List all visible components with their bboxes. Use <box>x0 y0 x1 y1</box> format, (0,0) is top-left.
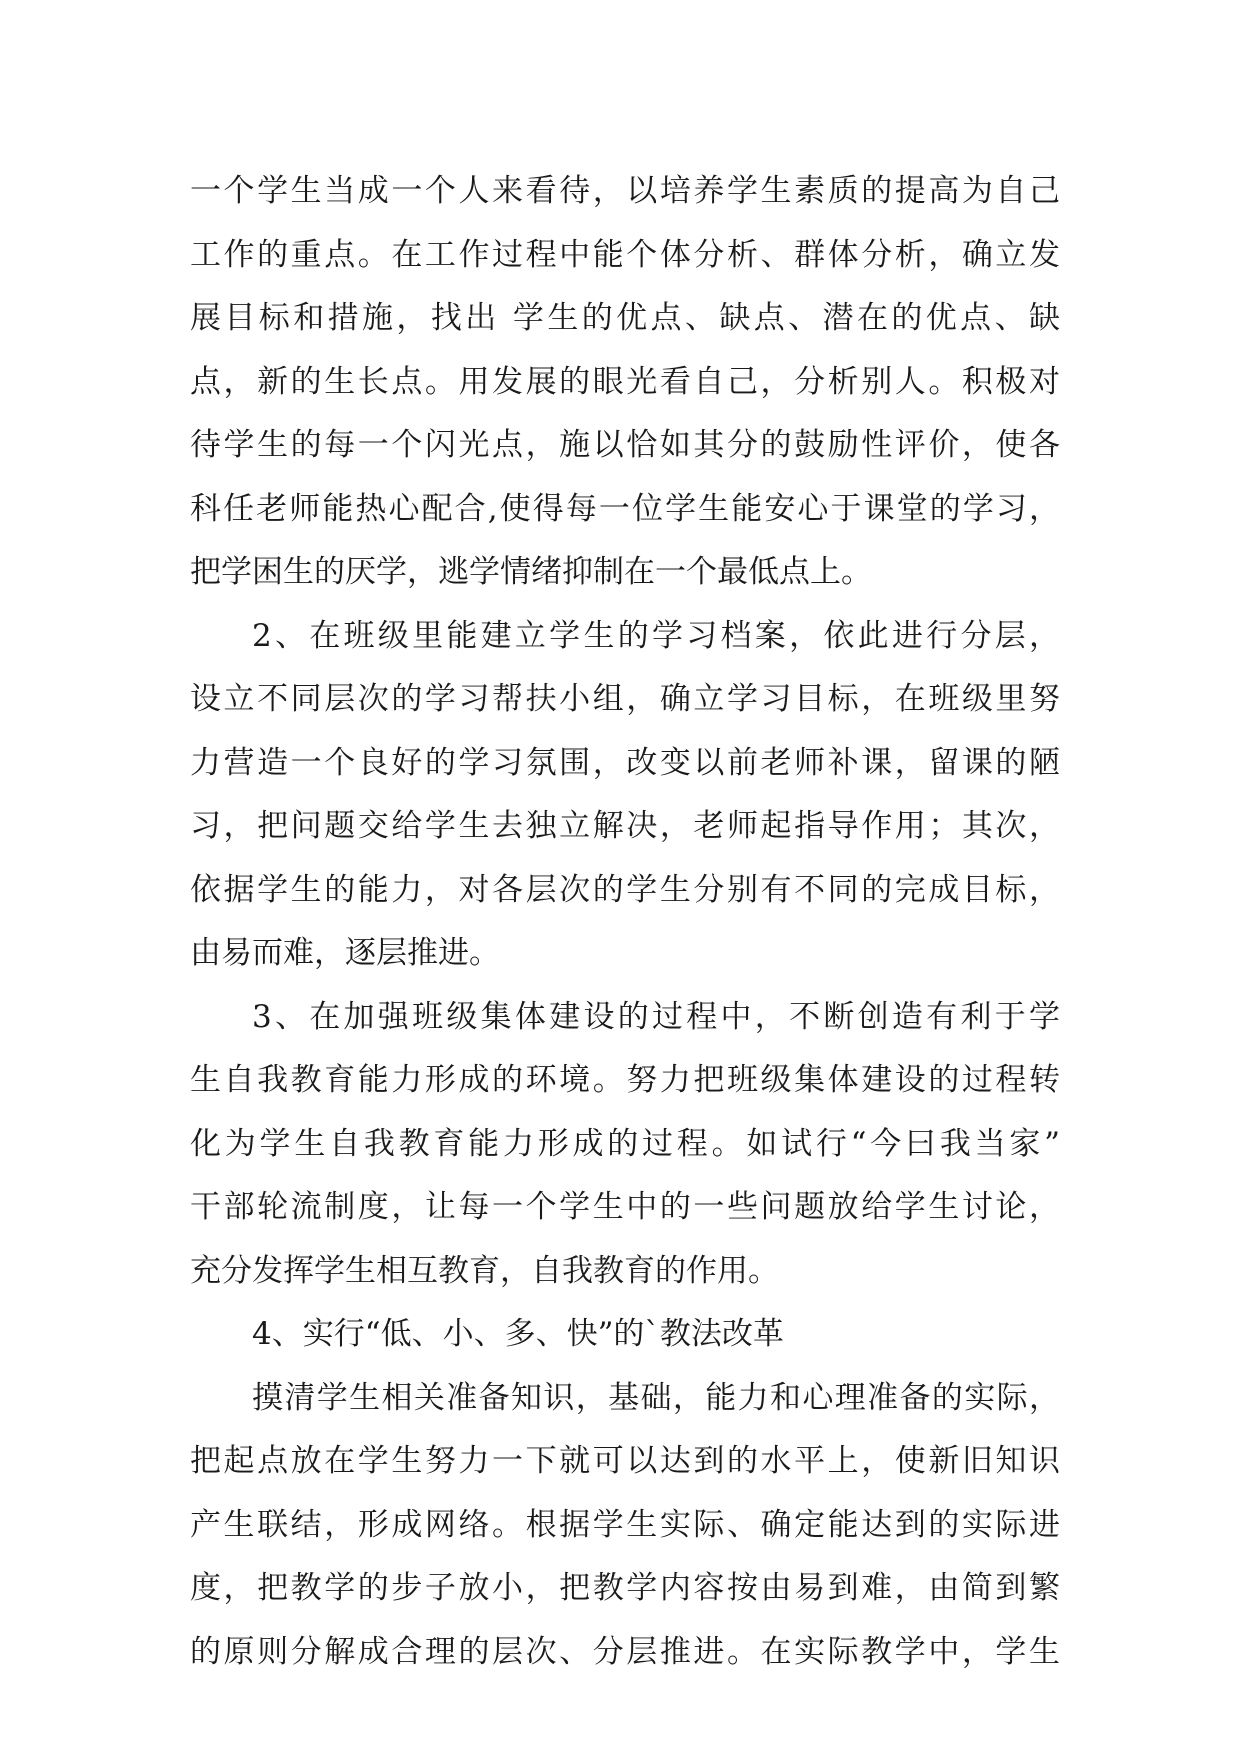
text-line-8: 2、在班级里能建立学生的学习档案，依此进行分层， <box>252 617 1060 654</box>
text-line-1: 一个学生当成一个人来看待，以培养学生素质的提高为自己 <box>190 173 1060 209</box>
text-line-3: 展目标和措施，找出 学生的优点、缺点、潜在的优点、缺 <box>190 300 1060 336</box>
text-line-16: 化为学生自我教育能力形成的过程。如试行“今曰我当家” <box>190 1125 1060 1162</box>
text-line-24: 的原则分解成合理的层次、分层推进。在实际教学中，学生 <box>190 1633 1060 1670</box>
text-line-10: 力营造一个良好的学习氛围，改变以前老师补课，留课的陋 <box>190 744 1060 781</box>
text-line-11: 习，把问题交给学生去独立解决，老师起指导作用；其次， <box>190 808 1060 844</box>
text-line-17: 干部轮流制度，让每一个学生中的一些问题放给学生讨论， <box>190 1189 1060 1225</box>
text-line-20: 摸清学生相关准备知识，基础，能力和心理准备的实际， <box>252 1379 1060 1416</box>
document-body <box>190 160 1060 1684</box>
text-line-9: 设立不同层次的学习帮扶小组，确立学习目标，在班级里努 <box>190 681 1060 717</box>
text-line-12: 依据学生的能力，对各层次的学生分别有不同的完成目标， <box>190 871 1060 908</box>
text-line-4: 点，新的生长点。用发展的眼光看自己，分析别人。积极对 <box>190 363 1060 400</box>
text-line-22: 产生联结，形成网络。根据学生实际、确定能达到的实际进 <box>190 1506 1060 1543</box>
text-line-19: 4、实行“低、小、多、快”的`教法改革 <box>252 1316 784 1352</box>
text-line-23: 度，把教学的步子放小，把教学内容按由易到难，由简到繁 <box>190 1570 1060 1606</box>
text-line-5: 待学生的每一个闪光点，施以恰如其分的鼓励性评价，使各 <box>190 427 1060 463</box>
text-line-2: 工作的重点。在工作过程中能个体分析、群体分析，确立发 <box>190 236 1060 273</box>
text-line-18: 充分发挥学生相互教育，自我教育的作用。 <box>190 1252 779 1289</box>
text-line-21: 把起点放在学生努力一下就可以达到的水平上，使新旧知识 <box>190 1443 1060 1479</box>
text-line-6: 科任老师能热心配合,使得每一位学生能安心于课堂的学习， <box>190 490 1060 527</box>
text-line-15: 生自我教育能力形成的环境。努力把班级集体建设的过程转 <box>190 1062 1060 1098</box>
text-line-13: 由易而难，逐层推进。 <box>190 935 500 971</box>
text-line-14: 3、在加强班级集体建设的过程中，不断创造有利于学 <box>252 998 1060 1035</box>
text-line-7: 把学困生的厌学，逃学情绪抑制在一个最低点上。 <box>190 554 872 590</box>
